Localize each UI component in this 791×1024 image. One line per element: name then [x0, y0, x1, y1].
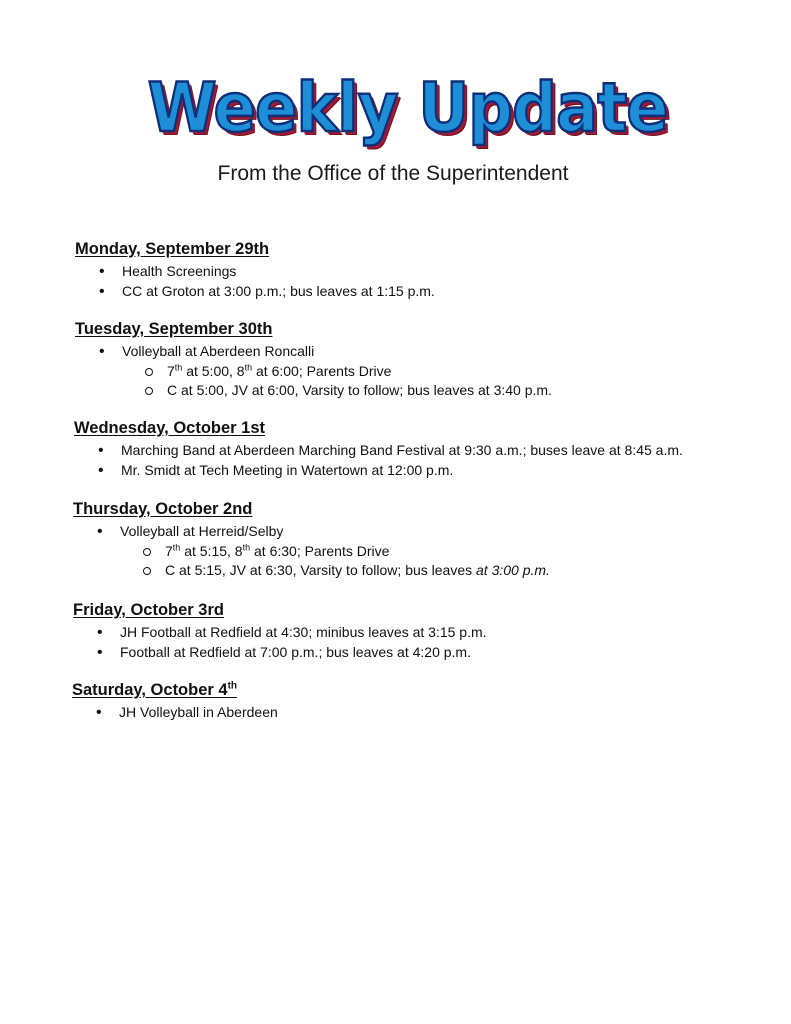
banner-title: Weekly Update [147, 69, 668, 148]
day-heading: Tuesday, September 30th [75, 320, 273, 338]
sub-list-item: C at 5:00, JV at 6:00, Varsity to follow; bus leaves at 3:40 p.m. [75, 381, 755, 401]
list-item: • Health Screenings [75, 262, 755, 282]
list-item: • Football at Redfield at 7:00 p.m.; bus leaves at 4:20 p.m. [73, 643, 753, 663]
page-subtitle: From the Office of the Superintendent [217, 162, 569, 185]
sub-list [75, 362, 755, 401]
day-section-saturday [72, 679, 752, 723]
list-item: • Volleyball at Aberdeen Roncalli [75, 342, 755, 362]
sub-list [73, 542, 753, 581]
weekly-update-banner [125, 69, 670, 148]
day-section-tuesday [75, 318, 755, 401]
list-item: • JH Football at Redfield at 4:30; minibus leaves at 3:15 p.m. [73, 623, 753, 643]
day-section-thursday [73, 498, 753, 581]
list-item: • CC at Groton at 3:00 p.m.; bus leaves at 1:15 p.m. [75, 282, 755, 302]
event-list [75, 262, 755, 301]
list-item: • JH Volleyball in Aberdeen [72, 703, 752, 723]
event-list [74, 441, 754, 480]
sub-list-item: C at 5:15, JV at 6:30, Varsity to follow; bus leaves at 3:00 p.m. [73, 561, 753, 581]
sub-list-item: 7th at 5:15, 8th at 6:30; Parents Drive [73, 542, 753, 562]
event-list [72, 703, 752, 723]
day-heading: Wednesday, October 1st [74, 419, 266, 437]
day-heading: Friday, October 3rd [73, 601, 224, 619]
list-item: • Marching Band at Aberdeen Marching Band Festival at 9:30 a.m.; buses leave at 8:45 a.m. [74, 441, 754, 461]
list-item: • Mr. Smidt at Tech Meeting in Watertown at 12:00 p.m. [74, 461, 754, 481]
list-item: • Volleyball at Herreid/Selby [73, 522, 753, 542]
event-list [73, 522, 753, 542]
event-list [75, 342, 755, 362]
day-heading: Saturday, October 4th [72, 680, 238, 699]
day-section-friday [73, 599, 753, 662]
day-section-monday [75, 238, 755, 301]
sub-list-item: 7th at 5:00, 8th at 6:00; Parents Drive [75, 362, 755, 382]
day-heading: Monday, September 29th [75, 240, 270, 258]
event-list [73, 623, 753, 662]
day-heading: Thursday, October 2nd [73, 500, 253, 518]
day-section-wednesday [74, 417, 754, 480]
